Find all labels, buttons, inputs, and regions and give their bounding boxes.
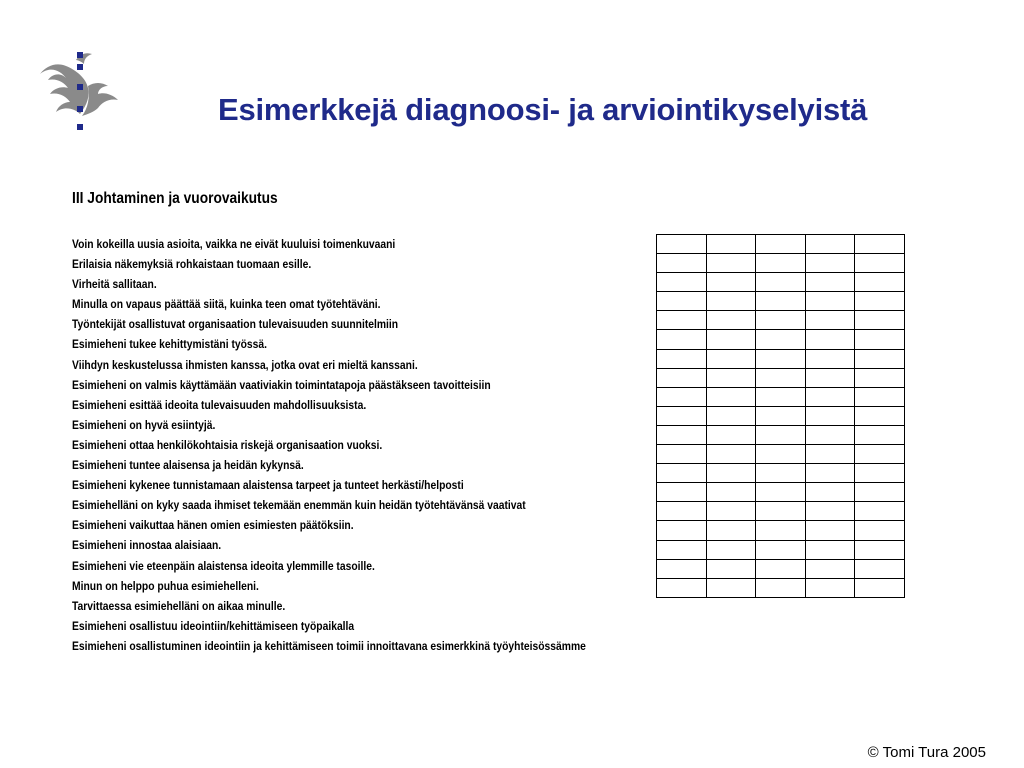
answer-cell[interactable]	[657, 273, 707, 292]
answer-grid-row	[657, 292, 905, 311]
answer-cell[interactable]	[805, 235, 855, 254]
answer-cell[interactable]	[706, 235, 756, 254]
answer-cell[interactable]	[756, 311, 806, 330]
answer-cell[interactable]	[657, 349, 707, 368]
answer-cell[interactable]	[805, 368, 855, 387]
answer-cell[interactable]	[756, 235, 806, 254]
answer-grid-row	[657, 502, 905, 521]
answer-cell[interactable]	[805, 311, 855, 330]
answer-cell[interactable]	[657, 578, 707, 597]
answer-cell[interactable]	[756, 425, 806, 444]
answer-cell[interactable]	[706, 254, 756, 273]
answer-cell[interactable]	[706, 368, 756, 387]
answer-cell[interactable]	[805, 483, 855, 502]
statement-item: Esimieheni ottaa henkilökohtaisia riskejä organisaation vuoksi.	[72, 437, 383, 452]
answer-cell[interactable]	[756, 540, 806, 559]
answer-cell[interactable]	[855, 406, 905, 425]
answer-cell[interactable]	[756, 521, 806, 540]
statement-item: Esimieheni on hyvä esiintyjä.	[72, 417, 216, 432]
statement-item: Minun on helppo puhua esimiehelleni.	[72, 578, 259, 593]
statement-item: Esimieheni vie eteenpäin alaistensa ideoita ylemmille tasoille.	[72, 558, 375, 573]
copyright-notice: © Tomi Tura 2005	[867, 744, 986, 761]
answer-cell[interactable]	[706, 349, 756, 368]
answer-cell[interactable]	[805, 292, 855, 311]
answer-cell[interactable]	[855, 349, 905, 368]
answer-cell[interactable]	[706, 425, 756, 444]
statement-item: Erilaisia näkemyksiä rohkaistaan tuomaan esille.	[72, 257, 312, 272]
answer-cell[interactable]	[756, 273, 806, 292]
answer-cell[interactable]	[657, 311, 707, 330]
section-heading: III Johtaminen ja vuorovaikutus	[72, 190, 278, 207]
answer-cell[interactable]	[706, 521, 756, 540]
answer-cell[interactable]	[756, 406, 806, 425]
statement-item: Esimieheni on valmis käyttämään vaativiakin toimintatapoja päästäkseen tavoitteisiin	[72, 377, 491, 392]
answer-cell[interactable]	[706, 540, 756, 559]
answer-cell[interactable]	[756, 464, 806, 483]
answer-grid-row	[657, 464, 905, 483]
answer-cell[interactable]	[657, 445, 707, 464]
answer-cell[interactable]	[657, 387, 707, 406]
statement-item: Esimieheni osallistuminen ideointiin ja kehittämiseen toimii innoittavana esimerkkinä työyhteisössämme	[72, 638, 586, 653]
answer-cell[interactable]	[706, 464, 756, 483]
answer-grid-row	[657, 311, 905, 330]
answer-cell[interactable]	[706, 502, 756, 521]
answer-grid-row	[657, 349, 905, 368]
answer-grid-row	[657, 330, 905, 349]
answer-cell[interactable]	[706, 578, 756, 597]
answer-cell[interactable]	[657, 464, 707, 483]
answer-cell[interactable]	[706, 292, 756, 311]
statement-item: Voin kokeilla uusia asioita, vaikka ne eivät kuuluisi toimenkuvaani	[72, 237, 396, 251]
answer-cell[interactable]	[756, 292, 806, 311]
answer-cell[interactable]	[756, 387, 806, 406]
answer-cell[interactable]	[855, 292, 905, 311]
answer-cell[interactable]	[805, 578, 855, 597]
answer-cell[interactable]	[706, 445, 756, 464]
answer-cell[interactable]	[706, 406, 756, 425]
answer-cell[interactable]	[657, 254, 707, 273]
answer-cell[interactable]	[657, 540, 707, 559]
answer-grid-row	[657, 559, 905, 578]
statement-item: Esimieheni esittää ideoita tulevaisuuden mahdollisuuksista.	[72, 397, 367, 412]
answer-cell[interactable]	[855, 368, 905, 387]
answer-cell[interactable]	[756, 502, 806, 521]
answer-grid-row	[657, 483, 905, 502]
answer-cell[interactable]	[855, 559, 905, 578]
statement-item: Esimieheni kykenee tunnistamaan alaistensa tarpeet ja tunteet herkästi/helposti	[72, 478, 464, 493]
answer-cell[interactable]	[657, 368, 707, 387]
statement-item: Tarvittaessa esimiehelläni on aikaa minulle.	[72, 598, 286, 613]
answer-cell[interactable]	[756, 330, 806, 349]
answer-cell[interactable]	[657, 559, 707, 578]
answer-cell[interactable]	[805, 540, 855, 559]
slide-title: Esimerkkejä diagnoosi- ja arviointikyselyistä	[218, 92, 868, 127]
answer-cell[interactable]	[805, 406, 855, 425]
answer-cell[interactable]	[855, 273, 905, 292]
answer-cell[interactable]	[855, 464, 905, 483]
answer-cell[interactable]	[706, 387, 756, 406]
statement-item: Esimieheni tuntee alaisensa ja heidän kykynsä.	[72, 458, 304, 473]
answer-cell[interactable]	[855, 235, 905, 254]
answer-cell[interactable]	[756, 559, 806, 578]
answer-grid-row	[657, 521, 905, 540]
answer-cell[interactable]	[805, 254, 855, 273]
answer-cell[interactable]	[657, 406, 707, 425]
answer-cell[interactable]	[805, 387, 855, 406]
answer-cell[interactable]	[805, 559, 855, 578]
statement-item: Virheitä sallitaan.	[72, 277, 157, 292]
university-flame-logo-icon	[36, 48, 126, 138]
answer-grid-row	[657, 578, 905, 597]
statement-item: Esimieheni innostaa alaisiaan.	[72, 538, 222, 553]
answer-cell[interactable]	[855, 330, 905, 349]
answer-cell[interactable]	[706, 483, 756, 502]
answer-cell[interactable]	[657, 483, 707, 502]
answer-grid-row	[657, 425, 905, 444]
answer-cell[interactable]	[756, 254, 806, 273]
answer-cell[interactable]	[756, 349, 806, 368]
answer-cell[interactable]	[805, 273, 855, 292]
answer-cell[interactable]	[855, 387, 905, 406]
answer-grid-row	[657, 273, 905, 292]
answer-cell[interactable]	[756, 578, 806, 597]
answer-cell[interactable]	[855, 311, 905, 330]
answer-grid	[656, 234, 905, 598]
answer-cell[interactable]	[855, 483, 905, 502]
answer-grid-row	[657, 540, 905, 559]
answer-cell[interactable]	[855, 254, 905, 273]
statement-item: Työntekijät osallistuvat organisaation tulevaisuuden suunnitelmiin	[72, 317, 399, 332]
answer-cell[interactable]	[657, 425, 707, 444]
answer-cell[interactable]	[805, 502, 855, 521]
answer-cell[interactable]	[706, 330, 756, 349]
answer-cell[interactable]	[805, 425, 855, 444]
answer-cell[interactable]	[706, 559, 756, 578]
answer-cell[interactable]	[657, 330, 707, 349]
answer-cell[interactable]	[706, 273, 756, 292]
answer-cell[interactable]	[855, 540, 905, 559]
answer-cell[interactable]	[756, 483, 806, 502]
answer-cell[interactable]	[855, 578, 905, 597]
answer-grid-row	[657, 254, 905, 273]
statement-item: Minulla on vapaus päättää siitä, kuinka teen omat työtehtäväni.	[72, 297, 381, 312]
statement-item: Viihdyn keskustelussa ihmisten kanssa, jotka ovat eri mieltä kanssani.	[72, 357, 418, 372]
answer-cell[interactable]	[756, 445, 806, 464]
answer-cell[interactable]	[805, 464, 855, 483]
answer-cell[interactable]	[855, 521, 905, 540]
answer-cell[interactable]	[855, 502, 905, 521]
answer-cell[interactable]	[706, 311, 756, 330]
answer-cell[interactable]	[657, 235, 707, 254]
answer-cell[interactable]	[805, 445, 855, 464]
statement-item: Esimieheni osallistuu ideointiin/kehittämiseen työpaikalla	[72, 618, 355, 633]
answer-cell[interactable]	[756, 368, 806, 387]
answer-cell[interactable]	[805, 349, 855, 368]
statement-item: Esimieheni tukee kehittymistäni työssä.	[72, 337, 268, 352]
answer-grid-row	[657, 387, 905, 406]
answer-cell[interactable]	[855, 425, 905, 444]
statement-item: Esimieheni vaikuttaa hänen omien esimiesten päätöksiin.	[72, 518, 354, 533]
answer-cell[interactable]	[657, 502, 707, 521]
answer-grid-row	[657, 406, 905, 425]
answer-grid-row	[657, 368, 905, 387]
answer-cell[interactable]	[805, 521, 855, 540]
answer-cell[interactable]	[657, 521, 707, 540]
answer-cell[interactable]	[805, 330, 855, 349]
answer-cell[interactable]	[657, 292, 707, 311]
statement-item: Esimiehelläni on kyky saada ihmiset tekemään enemmän kuin heidän työtehtävänsä vaativat	[72, 498, 526, 513]
answer-cell[interactable]	[855, 445, 905, 464]
answer-grid-row	[657, 235, 905, 254]
answer-grid-row	[657, 445, 905, 464]
